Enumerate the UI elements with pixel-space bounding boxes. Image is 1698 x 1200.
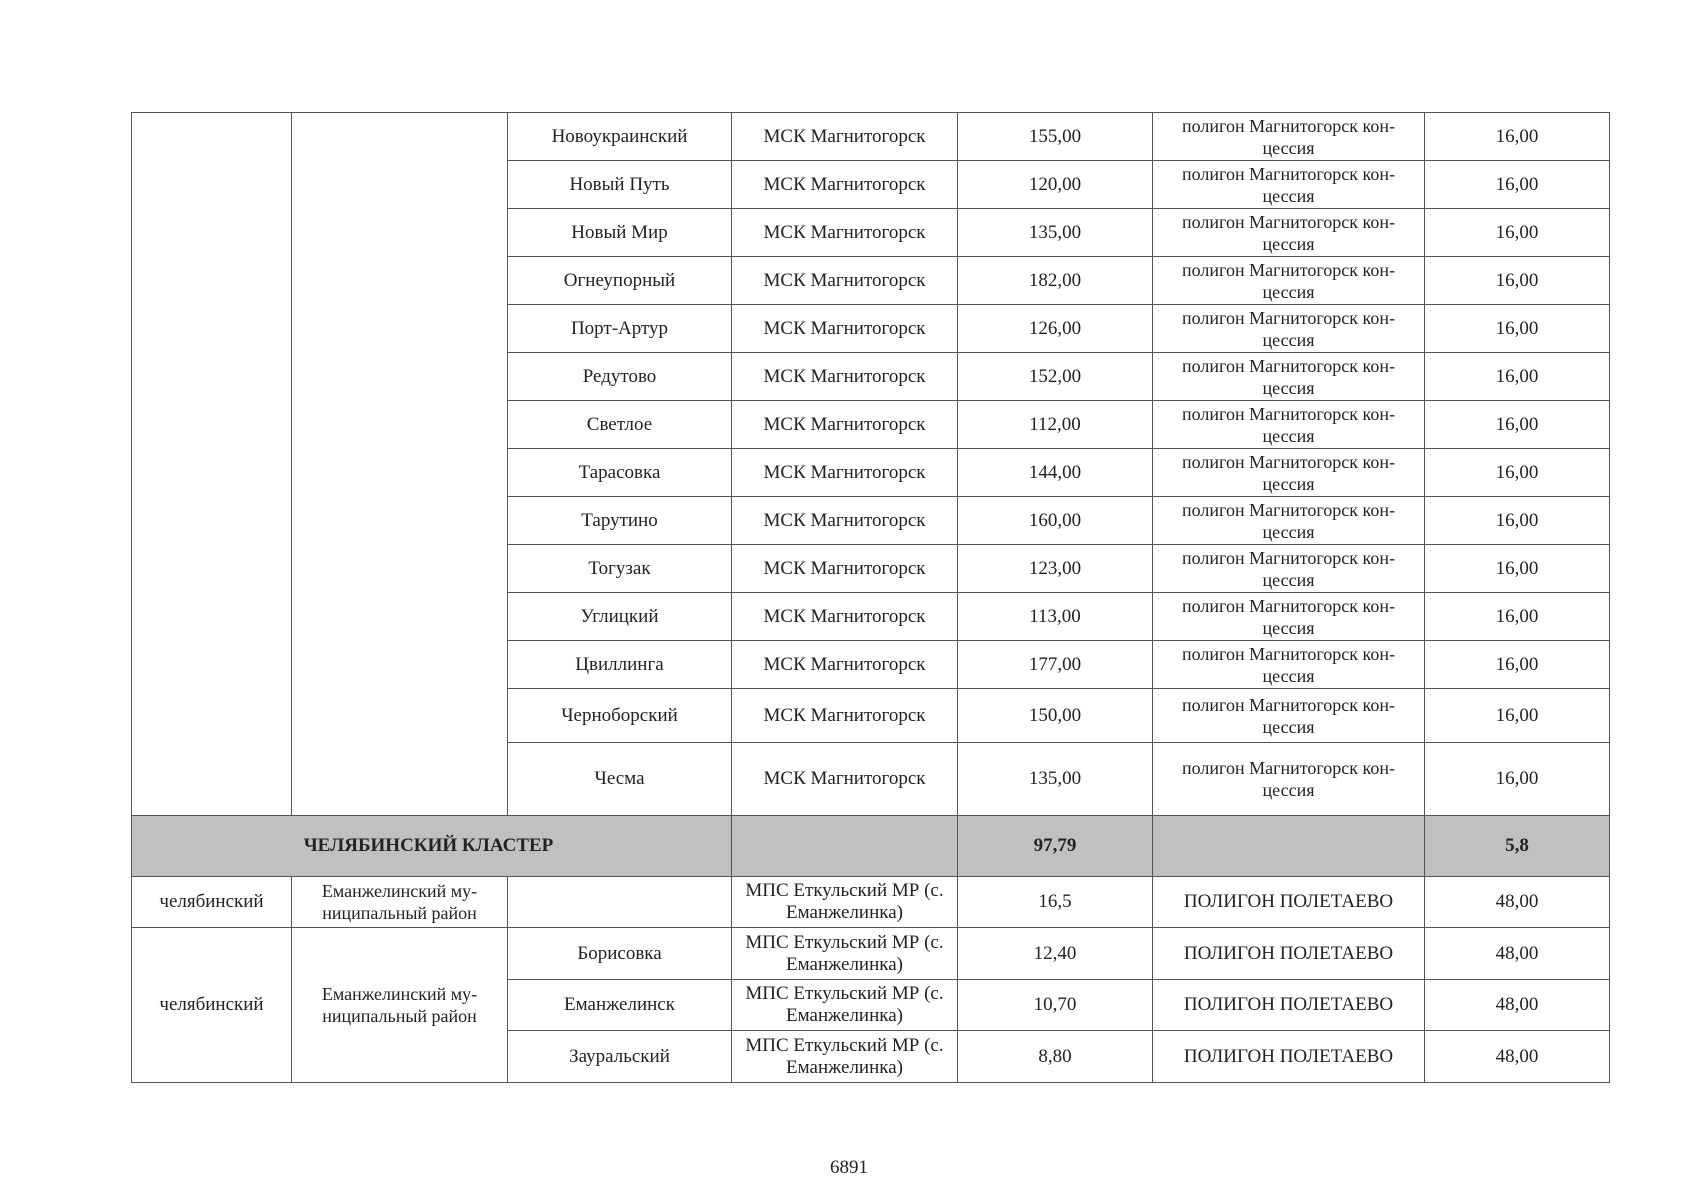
operator-cell: МСК Магнитогорск	[732, 449, 958, 497]
operator-cell: МСК Магнитогорск	[732, 641, 958, 689]
settlement-cell: Углицкий	[508, 593, 732, 641]
distance-cell: 8,80	[958, 1031, 1153, 1083]
operator-cell: МСК Магнитогорск	[732, 161, 958, 209]
operator-cell: МСК Магнитогорск	[732, 689, 958, 743]
distance-cell: 123,00	[958, 545, 1153, 593]
facility-cell: полигон Магнитогорск кон-цессия	[1153, 209, 1425, 257]
operator-cell: МПС Еткульский МР (с. Еманжелинка)	[732, 980, 958, 1031]
facility-cell: полигон Магнитогорск кон-цессия	[1153, 257, 1425, 305]
cluster-facility-empty	[1153, 816, 1425, 877]
tariff-cell: 48,00	[1425, 1031, 1610, 1083]
distance-cell: 152,00	[958, 353, 1153, 401]
district-cell: Еманжелинский му-ниципальный район	[292, 877, 508, 928]
distance-cell: 155,00	[958, 113, 1153, 161]
settlement-cell: Редутово	[508, 353, 732, 401]
cluster-operator-empty	[732, 816, 958, 877]
operator-cell: МСК Магнитогорск	[732, 353, 958, 401]
settlement-cell: Тарасовка	[508, 449, 732, 497]
cluster-label: ЧЕЛЯБИНСКИЙ КЛАСТЕР	[132, 816, 732, 877]
facility-cell: полигон Магнитогорск кон-цессия	[1153, 305, 1425, 353]
facility-cell: полигон Магнитогорск кон-цессия	[1153, 401, 1425, 449]
operator-cell: МСК Магнитогорск	[732, 545, 958, 593]
facility-cell: ПОЛИГОН ПОЛЕТАЕВО	[1153, 980, 1425, 1031]
waste-routing-table	[131, 112, 1610, 1083]
operator-cell: МСК Магнитогорск	[732, 401, 958, 449]
operator-cell: МПС Еткульский МР (с. Еманжелинка)	[732, 1031, 958, 1083]
operator-cell: МСК Магнитогорск	[732, 209, 958, 257]
operator-cell: МСК Магнитогорск	[732, 305, 958, 353]
settlement-cell: Тогузак	[508, 545, 732, 593]
distance-cell: 112,00	[958, 401, 1153, 449]
operator-cell: МПС Еткульский МР (с. Еманжелинка)	[732, 877, 958, 928]
tariff-cell: 16,00	[1425, 593, 1610, 641]
tariff-cell: 16,00	[1425, 449, 1610, 497]
tariff-cell: 16,00	[1425, 161, 1610, 209]
district-cell: Еманжелинский му-ниципальный район	[292, 928, 508, 1083]
page-number: 6891	[830, 1157, 868, 1178]
facility-cell: ПОЛИГОН ПОЛЕТАЕВО	[1153, 877, 1425, 928]
tariff-cell: 16,00	[1425, 497, 1610, 545]
tariff-cell: 16,00	[1425, 641, 1610, 689]
operator-cell: МСК Магнитогорск	[732, 497, 958, 545]
facility-cell: полигон Магнитогорск кон-цессия	[1153, 689, 1425, 743]
distance-cell: 10,70	[958, 980, 1153, 1031]
settlement-cell: Борисовка	[508, 928, 732, 980]
table-row	[132, 877, 1610, 928]
tariff-cell: 48,00	[1425, 980, 1610, 1031]
facility-cell: полигон Магнитогорск кон-цессия	[1153, 743, 1425, 816]
settlement-cell: Тарутино	[508, 497, 732, 545]
table-row	[132, 113, 1610, 161]
tariff-cell: 16,00	[1425, 113, 1610, 161]
settlement-cell: Еманжелинск	[508, 980, 732, 1031]
settlement-cell: Новый Путь	[508, 161, 732, 209]
settlement-cell	[508, 877, 732, 928]
settlement-cell: Новый Мир	[508, 209, 732, 257]
facility-cell: ПОЛИГОН ПОЛЕТАЕВО	[1153, 928, 1425, 980]
operator-cell: МПС Еткульский МР (с. Еманжелинка)	[732, 928, 958, 980]
facility-cell: полигон Магнитогорск кон-цессия	[1153, 545, 1425, 593]
settlement-cell: Огнеупорный	[508, 257, 732, 305]
settlement-cell: Чесма	[508, 743, 732, 816]
distance-cell: 177,00	[958, 641, 1153, 689]
tariff-cell: 16,00	[1425, 257, 1610, 305]
settlement-cell: Зауральский	[508, 1031, 732, 1083]
tariff-cell: 16,00	[1425, 743, 1610, 816]
tariff-cell: 16,00	[1425, 401, 1610, 449]
facility-cell: полигон Магнитогорск кон-цессия	[1153, 353, 1425, 401]
distance-cell: 135,00	[958, 209, 1153, 257]
operator-cell: МСК Магнитогорск	[732, 257, 958, 305]
tariff-cell: 16,00	[1425, 305, 1610, 353]
facility-cell: полигон Магнитогорск кон-цессия	[1153, 497, 1425, 545]
table-row	[132, 928, 1610, 980]
facility-cell: полигон Магнитогорск кон-цессия	[1153, 593, 1425, 641]
operator-cell: МСК Магнитогорск	[732, 593, 958, 641]
facility-cell: полигон Магнитогорск кон-цессия	[1153, 449, 1425, 497]
tariff-cell: 48,00	[1425, 928, 1610, 980]
tariff-cell: 16,00	[1425, 545, 1610, 593]
settlement-cell: Светлое	[508, 401, 732, 449]
distance-cell: 126,00	[958, 305, 1153, 353]
distance-cell: 113,00	[958, 593, 1153, 641]
operator-cell: МСК Магнитогорск	[732, 743, 958, 816]
table-body	[132, 113, 1610, 1083]
cluster-tariff: 5,8	[1425, 816, 1610, 877]
facility-cell: полигон Магнитогорск кон-цессия	[1153, 641, 1425, 689]
cluster-distance: 97,79	[958, 816, 1153, 877]
cluster-cell: челябинский	[132, 877, 292, 928]
cluster-summary-row	[132, 816, 1610, 877]
tariff-cell: 16,00	[1425, 353, 1610, 401]
cluster-cell-empty	[132, 113, 292, 816]
distance-cell: 135,00	[958, 743, 1153, 816]
distance-cell: 16,5	[958, 877, 1153, 928]
cluster-cell: челябинский	[132, 928, 292, 1083]
settlement-cell: Новоукраинский	[508, 113, 732, 161]
distance-cell: 182,00	[958, 257, 1153, 305]
distance-cell: 144,00	[958, 449, 1153, 497]
distance-cell: 12,40	[958, 928, 1153, 980]
tariff-cell: 16,00	[1425, 689, 1610, 743]
facility-cell: полигон Магнитогорск кон-цессия	[1153, 113, 1425, 161]
district-cell-empty	[292, 113, 508, 816]
distance-cell: 160,00	[958, 497, 1153, 545]
distance-cell: 150,00	[958, 689, 1153, 743]
operator-cell: МСК Магнитогорск	[732, 113, 958, 161]
settlement-cell: Порт-Артур	[508, 305, 732, 353]
facility-cell: полигон Магнитогорск кон-цессия	[1153, 161, 1425, 209]
tariff-cell: 16,00	[1425, 209, 1610, 257]
settlement-cell: Цвиллинга	[508, 641, 732, 689]
tariff-cell: 48,00	[1425, 877, 1610, 928]
distance-cell: 120,00	[958, 161, 1153, 209]
settlement-cell: Черноборский	[508, 689, 732, 743]
facility-cell: ПОЛИГОН ПОЛЕТАЕВО	[1153, 1031, 1425, 1083]
